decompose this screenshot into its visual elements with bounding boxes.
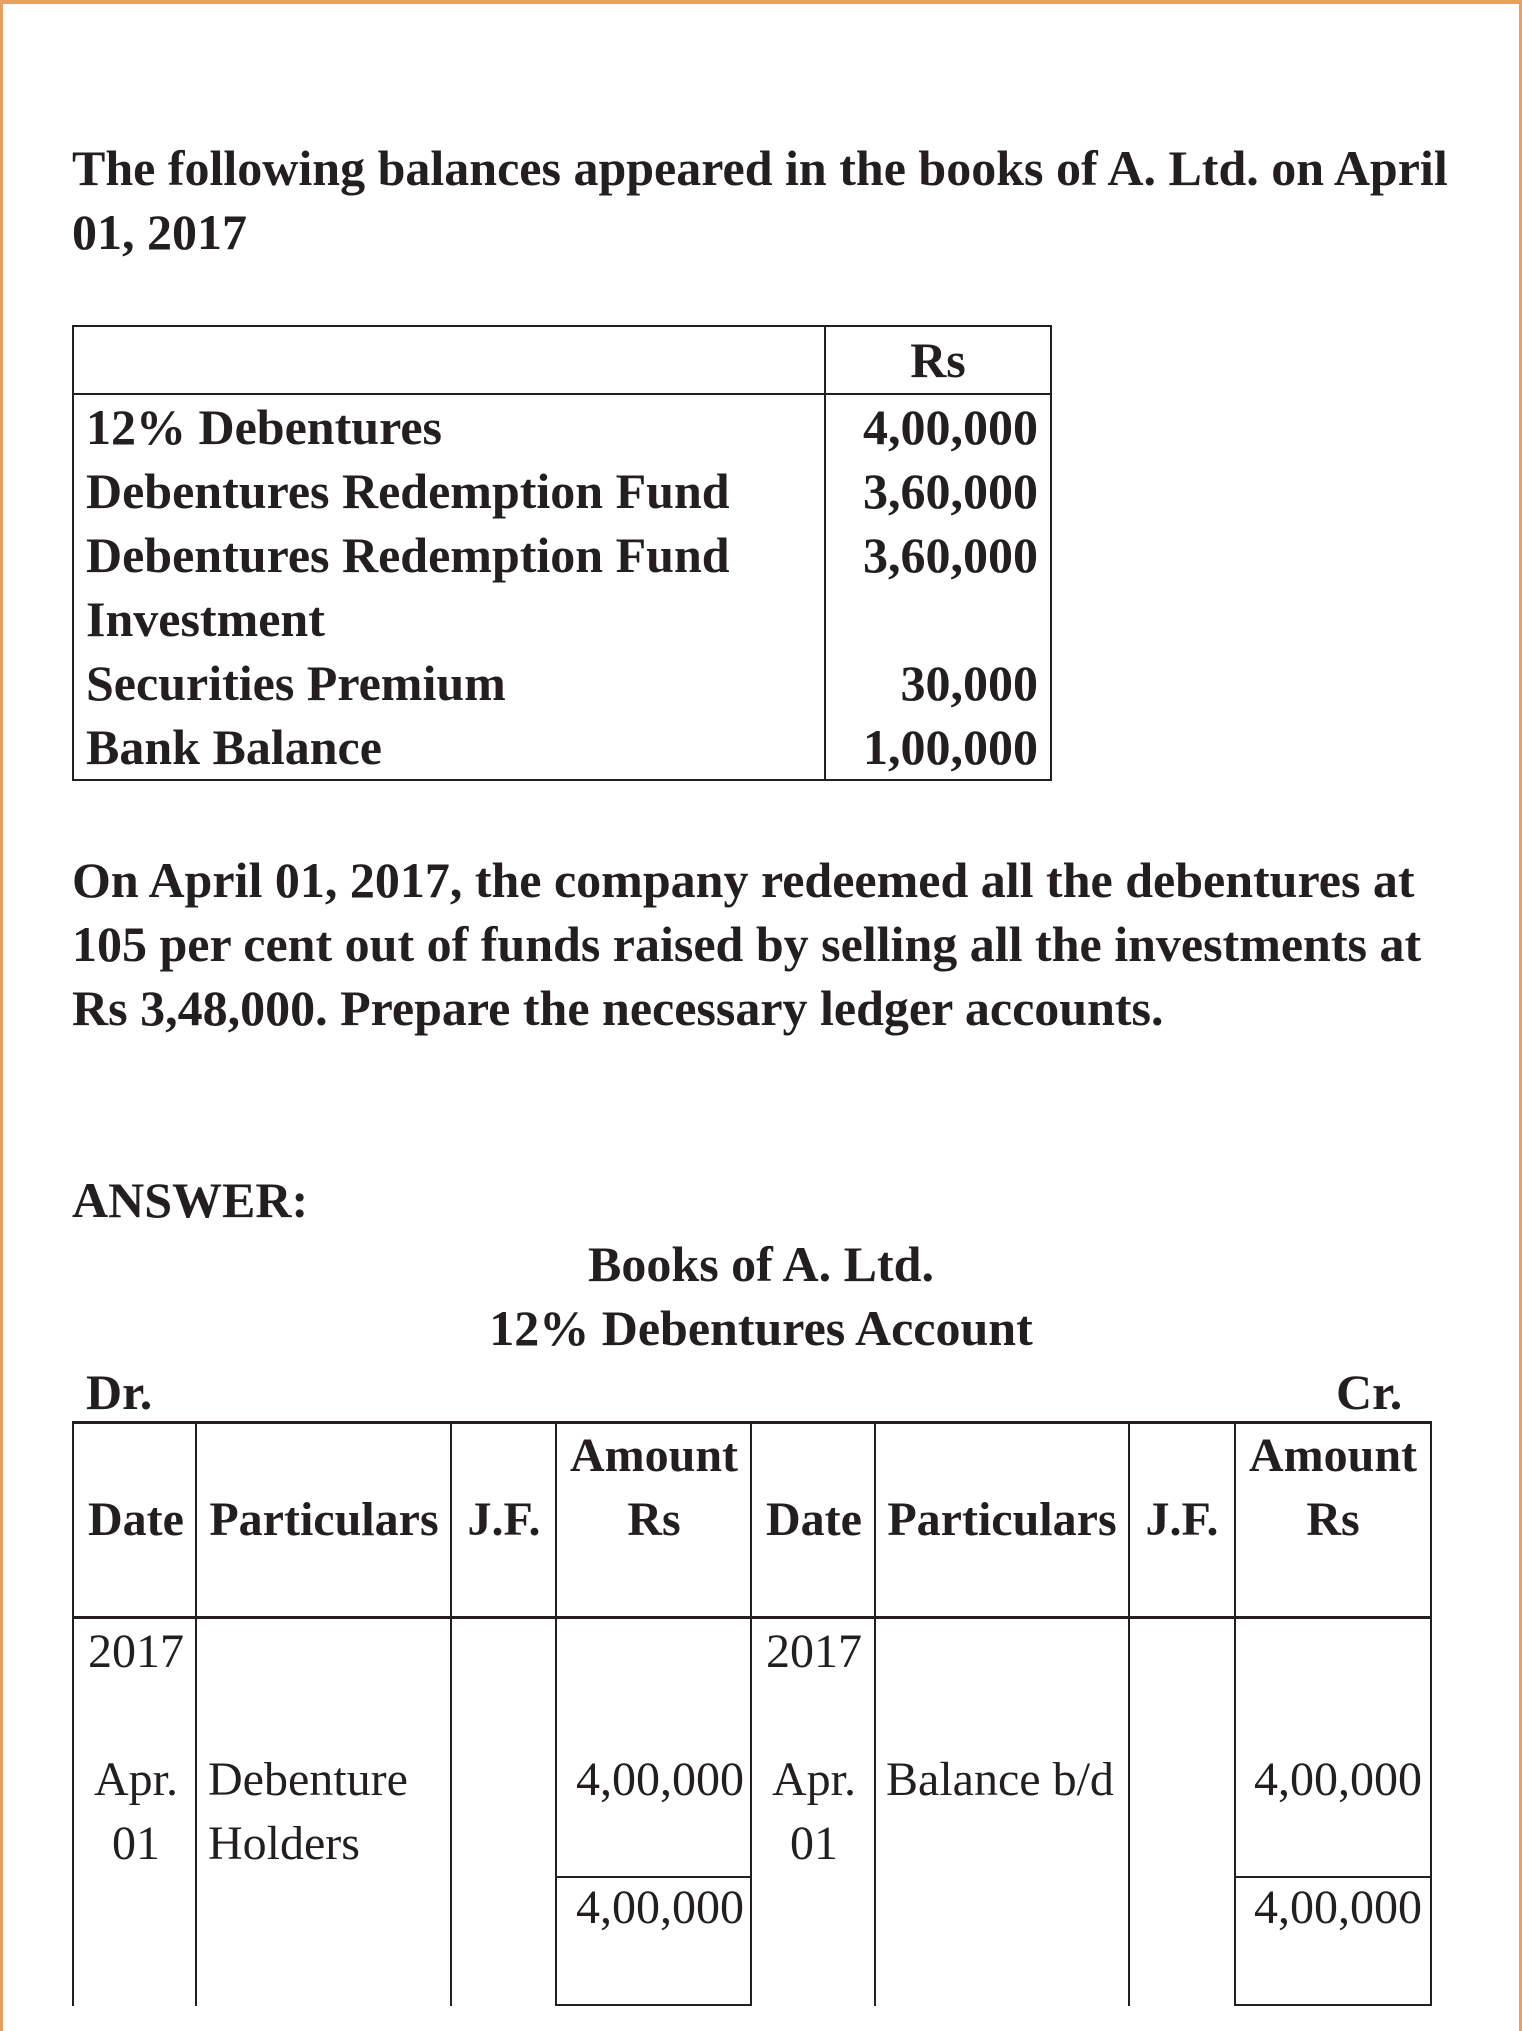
balances-header-row xyxy=(73,326,1051,394)
header-jf-dr: J.F. xyxy=(467,1493,541,1546)
credit-year: 2017 xyxy=(766,1625,862,1678)
debit-double-rule xyxy=(555,2004,750,2006)
amount-header: Rs xyxy=(825,326,1051,394)
header-jf-cr: J.F. xyxy=(1145,1493,1219,1546)
balances-table xyxy=(72,325,1052,781)
ledger-rule xyxy=(555,1424,557,2006)
debit-particulars: Debenture Holders xyxy=(208,1753,408,1870)
header-date-cr: Date xyxy=(766,1493,862,1546)
header-amount-dr: Amount Rs xyxy=(569,1429,739,1546)
balance-label: Bank Balance xyxy=(86,719,382,775)
balance-row xyxy=(73,523,1051,651)
balance-amount: 3,60,000 xyxy=(825,459,1051,523)
ledger-table xyxy=(72,1421,1432,2006)
balance-label: Securities Premium xyxy=(86,655,506,711)
ledger-rule xyxy=(874,1424,876,2006)
answer-label: ANSWER: xyxy=(72,1172,309,1228)
balance-amount: 1,00,000 xyxy=(825,715,1051,780)
balance-label: 12% Debentures xyxy=(86,399,443,455)
header-particulars-cr: Particulars xyxy=(887,1493,1117,1546)
books-title: Books of A. Ltd. xyxy=(588,1236,934,1292)
debit-total: 4,00,000 xyxy=(576,1881,744,1934)
ledger-rule xyxy=(1430,1424,1432,2006)
intro-text: The following balances appeared in the books of A. Ltd. on April 01, 2017 xyxy=(72,140,1448,260)
ledger-rule xyxy=(1234,1424,1236,2006)
header-date-dr: Date xyxy=(88,1493,184,1546)
ledger-rule xyxy=(72,1424,74,2006)
credit-date: Apr. 01 xyxy=(772,1753,856,1870)
balance-amount: 30,000 xyxy=(825,651,1051,715)
balance-amount: 4,00,000 xyxy=(825,394,1051,459)
credit-double-rule xyxy=(1234,2004,1430,2006)
balance-row xyxy=(73,459,1051,523)
header-particulars-dr: Particulars xyxy=(209,1493,439,1546)
balance-amount: 3,60,000 xyxy=(825,523,1051,651)
debit-amount: 4,00,000 xyxy=(576,1753,744,1806)
balance-label: Debentures Redemption Fund Investment xyxy=(86,527,730,647)
ledger-rule xyxy=(1128,1424,1130,2006)
credit-amount: 4,00,000 xyxy=(1254,1753,1422,1806)
credit-particulars: Balance b/d xyxy=(886,1753,1114,1806)
ledger-rule xyxy=(195,1424,197,2006)
cr-label: Cr. xyxy=(1336,1364,1403,1420)
header-amount-cr: Amount Rs xyxy=(1248,1429,1418,1546)
ledger-rule xyxy=(450,1424,452,2006)
debit-year: 2017 xyxy=(88,1625,184,1678)
instruction-text: On April 01, 2017, the company redeemed all the debentures at 105 per cent out of funds raised by selling all the investments at Rs 3,48,000. Prepare the necessary ledger accounts. xyxy=(72,852,1422,1036)
account-title: 12% Debentures Account xyxy=(489,1300,1033,1356)
ledger-rule xyxy=(750,1424,752,2006)
balance-label: Debentures Redemption Fund xyxy=(86,463,730,519)
balance-row xyxy=(73,394,1051,459)
dr-label: Dr. xyxy=(86,1364,153,1420)
credit-total: 4,00,000 xyxy=(1254,1881,1422,1934)
header-rule xyxy=(72,1616,1432,1619)
balance-row xyxy=(73,651,1051,715)
debit-date: Apr. 01 xyxy=(94,1753,178,1870)
balance-row xyxy=(73,715,1051,780)
